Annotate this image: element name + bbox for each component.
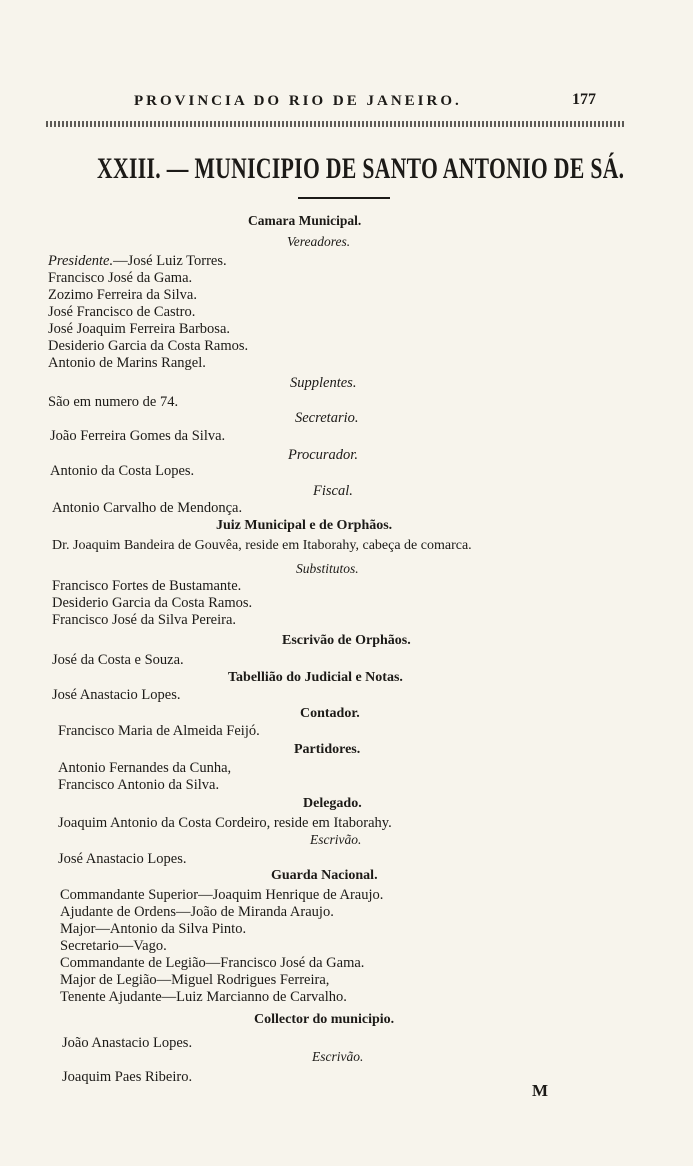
tabelliao-heading: Tabellião do Judicial e Notas. (228, 670, 403, 685)
substituto-item: Francisco José da Silva Pereira. (52, 612, 237, 628)
vereador-item: Desiderio Garcia da Costa Ramos. (48, 338, 249, 354)
vereador-item: José Francisco de Castro. (48, 304, 196, 320)
guarda-line: Secretario—Vago. (60, 938, 167, 954)
guarda-line: Commandante de Legião—Francisco José da Gama. (60, 955, 365, 971)
camara-heading: Camara Municipal. (248, 213, 362, 228)
escrivao-orphaos-name: José da Costa e Souza. (52, 652, 184, 668)
signature-mark: M (532, 1081, 549, 1100)
fiscal-name: Antonio Carvalho de Mendonça. (52, 500, 243, 516)
presidente-name: —José Luiz Torres. (113, 253, 227, 269)
procurador-name: Antonio da Costa Lopes. (50, 463, 195, 479)
vereador-item: Francisco José da Gama. (48, 270, 193, 286)
substituto-item: Francisco Fortes de Bustamante. (52, 578, 242, 594)
guarda-heading: Guarda Nacional. (271, 868, 378, 883)
vereador-item: José Joaquim Ferreira Barbosa. (48, 321, 231, 337)
supplentes-text: São em numero de 74. (48, 394, 179, 410)
juiz-name: Dr. Joaquim Bandeira de Gouvêa, reside em Itaborahy, cabeça de comarca. (52, 538, 472, 553)
partidores-heading: Partidores. (294, 742, 361, 757)
running-title: PROVINCIA DO RIO DE JANEIRO. (134, 93, 462, 109)
contador-name: Francisco Maria de Almeida Feijó. (58, 723, 260, 739)
presidente-line (48, 252, 227, 270)
presidente-label: Presidente. (48, 253, 114, 269)
title-divider (298, 197, 390, 199)
fiscal-label: Fiscal. (313, 483, 353, 499)
supplentes-label: Supplentes. (290, 375, 357, 391)
ornamental-rule (46, 121, 624, 127)
delegado-escrivao-label: Escrivão. (310, 832, 362, 847)
escrivao-orphaos-heading: Escrivão de Orphãos. (282, 633, 411, 648)
tabelliao-name: José Anastacio Lopes. (52, 687, 181, 703)
delegado-name: Joaquim Antonio da Costa Cordeiro, reside em Itaborahy. (58, 815, 392, 831)
page-number: 177 (572, 91, 596, 108)
substitutos-label: Substitutos. (296, 561, 359, 576)
secretario-label: Secretario. (295, 410, 359, 426)
page-title: XXIII. — MUNICIPIO DE SANTO ANTONIO DE SÁ. (97, 152, 625, 185)
substituto-item: Desiderio Garcia da Costa Ramos. (52, 595, 253, 611)
collector-escrivao-label: Escrivão. (312, 1049, 364, 1064)
guarda-line: Commandante Superior—Joaquim Henrique de Araujo. (60, 887, 384, 903)
contador-heading: Contador. (300, 706, 360, 721)
delegado-heading: Delegado. (303, 796, 362, 811)
guarda-line: Tenente Ajudante—Luiz Marcianno de Carvalho. (60, 989, 347, 1005)
vereador-item: Zozimo Ferreira da Silva. (48, 287, 197, 303)
collector-name: João Anastacio Lopes. (62, 1035, 193, 1051)
guarda-line: Ajudante de Ordens—João de Miranda Araujo. (60, 904, 334, 920)
collector-heading: Collector do municipio. (254, 1012, 395, 1027)
secretario-name: João Ferreira Gomes da Silva. (50, 428, 226, 444)
partidor-item: Francisco Antonio da Silva. (58, 777, 220, 793)
guarda-line: Major de Legião—Miguel Rodrigues Ferreira, (60, 972, 330, 988)
guarda-line: Major—Antonio da Silva Pinto. (60, 921, 247, 937)
vereadores-label: Vereadores. (287, 234, 351, 249)
partidor-item: Antonio Fernandes da Cunha, (58, 760, 232, 776)
procurador-label: Procurador. (288, 447, 358, 463)
vereador-item: Antonio de Marins Rangel. (48, 355, 206, 371)
delegado-escrivao-name: José Anastacio Lopes. (58, 851, 187, 867)
collector-escrivao-name: Joaquim Paes Ribeiro. (62, 1069, 193, 1085)
juiz-heading: Juiz Municipal e de Orphãos. (216, 518, 393, 533)
